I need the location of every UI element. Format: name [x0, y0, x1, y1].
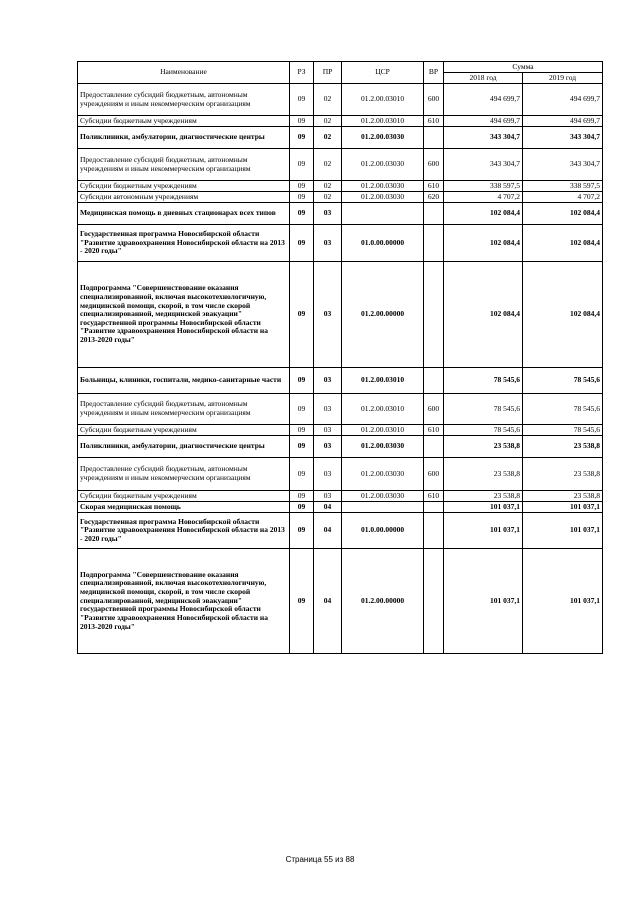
cell-rz: 09 [290, 181, 314, 192]
cell-rz: 09 [290, 549, 314, 654]
cell-csr: 01.2.00.03030 [342, 181, 424, 192]
table-row [78, 436, 603, 458]
cell-vr: 610 [424, 425, 444, 436]
cell-pr: 02 [314, 84, 342, 116]
cell-pr: 04 [314, 502, 342, 513]
cell-pr: 03 [314, 262, 342, 368]
cell-pr: 03 [314, 225, 342, 262]
cell-pr: 03 [314, 436, 342, 458]
cell-name: Подпрограмма "Совершенствование оказания специализированной, включая высокотехнологичную, медицинской помощи, скорой, в том числе скорой специализированной, медицинской эвакуации" государственной программы Новосибирской области "Развитие здравоохранения Новосибирской области на 2013-2020 годы" [78, 549, 290, 654]
cell-sum-2019: 101 037,1 [523, 502, 603, 513]
table-row [78, 491, 603, 502]
budget-table [77, 61, 603, 654]
cell-sum-2018: 101 037,1 [444, 502, 523, 513]
page-number: Страница 55 из 88 [285, 855, 355, 864]
cell-csr: 01.2.00.03030 [342, 458, 424, 491]
cell-sum-2019: 343 304,7 [523, 149, 603, 181]
cell-rz: 09 [290, 368, 314, 394]
cell-sum-2019: 23 538,8 [523, 491, 603, 502]
cell-pr: 02 [314, 127, 342, 149]
cell-sum-2019: 78 545,6 [523, 394, 603, 425]
table-row [78, 368, 603, 394]
cell-csr: 01.2.00.03010 [342, 394, 424, 425]
cell-vr: 600 [424, 458, 444, 491]
cell-pr: 02 [314, 116, 342, 127]
cell-csr: 01.2.00.00000 [342, 262, 424, 368]
cell-csr: 01.0.00.00000 [342, 513, 424, 549]
table-row [78, 262, 603, 368]
table-row [78, 425, 603, 436]
cell-sum-2018: 102 084,4 [444, 225, 523, 262]
cell-csr: 01.2.00.03010 [342, 368, 424, 394]
cell-rz: 09 [290, 491, 314, 502]
cell-pr: 04 [314, 549, 342, 654]
cell-sum-2019: 102 084,4 [523, 203, 603, 225]
cell-pr: 03 [314, 458, 342, 491]
cell-sum-2018: 23 538,8 [444, 436, 523, 458]
cell-rz: 09 [290, 425, 314, 436]
cell-name: Государственная программа Новосибирской области "Развитие здравоохранения Новосибирской области на 2013 - 2020 годы" [78, 225, 290, 262]
cell-pr: 03 [314, 425, 342, 436]
cell-rz: 09 [290, 225, 314, 262]
cell-vr [424, 368, 444, 394]
cell-sum-2018: 102 084,4 [444, 203, 523, 225]
cell-sum-2018: 343 304,7 [444, 127, 523, 149]
cell-rz: 09 [290, 458, 314, 491]
cell-sum-2019: 23 538,8 [523, 436, 603, 458]
cell-sum-2019: 102 084,4 [523, 262, 603, 368]
cell-sum-2019: 78 545,6 [523, 368, 603, 394]
cell-name: Скорая медицинская помощь [78, 502, 290, 513]
table-row [78, 149, 603, 181]
cell-sum-2018: 23 538,8 [444, 458, 523, 491]
cell-pr: 03 [314, 394, 342, 425]
cell-sum-2018: 78 545,6 [444, 394, 523, 425]
cell-pr: 02 [314, 149, 342, 181]
cell-vr: 610 [424, 181, 444, 192]
cell-pr: 02 [314, 181, 342, 192]
cell-sum-2018: 343 304,7 [444, 149, 523, 181]
table-row [78, 513, 603, 549]
cell-csr: 01.2.00.03010 [342, 84, 424, 116]
header-year-2019: 2019 год [523, 73, 603, 84]
cell-csr: 01.2.00.03010 [342, 116, 424, 127]
cell-csr [342, 502, 424, 513]
cell-sum-2018: 23 538,8 [444, 491, 523, 502]
cell-name: Поликлиники, амбулатории, диагностические центры [78, 127, 290, 149]
cell-rz: 09 [290, 502, 314, 513]
header-rz: РЗ [290, 62, 314, 84]
cell-sum-2018: 4 707,2 [444, 192, 523, 203]
cell-vr: 610 [424, 491, 444, 502]
cell-rz: 09 [290, 436, 314, 458]
cell-name: Субсидии автономным учреждениям [78, 192, 290, 203]
header-pr: ПР [314, 62, 342, 84]
cell-sum-2019: 494 699,7 [523, 116, 603, 127]
cell-rz: 09 [290, 116, 314, 127]
cell-sum-2018: 101 037,1 [444, 513, 523, 549]
table-row [78, 502, 603, 513]
table-row [78, 458, 603, 491]
cell-name: Субсидии бюджетным учреждениям [78, 425, 290, 436]
cell-vr: 600 [424, 84, 444, 116]
cell-name: Медицинская помощь в дневных стационарах всех типов [78, 203, 290, 225]
cell-rz: 09 [290, 84, 314, 116]
cell-vr [424, 262, 444, 368]
cell-pr: 03 [314, 368, 342, 394]
cell-sum-2019: 78 545,6 [523, 425, 603, 436]
cell-csr: 01.2.00.03030 [342, 192, 424, 203]
cell-sum-2018: 78 545,6 [444, 368, 523, 394]
cell-name: Поликлиники, амбулатории, диагностические центры [78, 436, 290, 458]
cell-name: Предоставление субсидий бюджетным, автономным учреждениям и иным некоммерческим организациям [78, 394, 290, 425]
cell-vr [424, 203, 444, 225]
cell-name: Предоставление субсидий бюджетным, автономным учреждениям и иным некоммерческим организациям [78, 458, 290, 491]
cell-vr [424, 225, 444, 262]
cell-sum-2018: 338 597,5 [444, 181, 523, 192]
table-row [78, 84, 603, 116]
cell-sum-2019: 102 084,4 [523, 225, 603, 262]
header-year-2018: 2018 год [444, 73, 523, 84]
cell-rz: 09 [290, 513, 314, 549]
cell-sum-2018: 102 084,4 [444, 262, 523, 368]
cell-name: Предоставление субсидий бюджетным, автономным учреждениям и иным некоммерческим организациям [78, 149, 290, 181]
cell-csr: 01.2.00.00000 [342, 549, 424, 654]
cell-vr [424, 436, 444, 458]
table-row [78, 116, 603, 127]
cell-vr: 600 [424, 149, 444, 181]
cell-rz: 09 [290, 394, 314, 425]
header-sum: Сумма [444, 62, 603, 73]
cell-vr [424, 549, 444, 654]
cell-name: Государственная программа Новосибирской области "Развитие здравоохранения Новосибирской области на 2013 - 2020 годы" [78, 513, 290, 549]
cell-csr: 01.2.00.03030 [342, 436, 424, 458]
cell-vr: 620 [424, 192, 444, 203]
cell-name: Предоставление субсидий бюджетным, автономным учреждениям и иным некоммерческим организациям [78, 84, 290, 116]
cell-name: Подпрограмма "Совершенствование оказания специализированной, включая высокотехнологичную, медицинской помощи, скорой, в том числе скорой специализированной, медицинской эвакуации" государственной программы Новосибирской области "Развитие здравоохранения Новосибирской области на 2013-2020 годы" [78, 262, 290, 368]
cell-sum-2018: 494 699,7 [444, 84, 523, 116]
cell-pr: 03 [314, 491, 342, 502]
cell-vr [424, 127, 444, 149]
cell-vr: 610 [424, 116, 444, 127]
cell-vr [424, 502, 444, 513]
cell-sum-2019: 4 707,2 [523, 192, 603, 203]
cell-rz: 09 [290, 192, 314, 203]
cell-vr: 600 [424, 394, 444, 425]
table-row [78, 181, 603, 192]
cell-sum-2019: 343 304,7 [523, 127, 603, 149]
table-row [78, 127, 603, 149]
cell-sum-2019: 494 699,7 [523, 84, 603, 116]
table-body [78, 84, 603, 654]
cell-csr: 01.0.00.00000 [342, 225, 424, 262]
header-name: Наименование [78, 62, 290, 84]
cell-csr: 01.2.00.03030 [342, 127, 424, 149]
cell-pr: 03 [314, 203, 342, 225]
cell-sum-2019: 23 538,8 [523, 458, 603, 491]
header-csr: ЦСР [342, 62, 424, 84]
cell-csr: 01.2.00.03030 [342, 149, 424, 181]
cell-name: Субсидии бюджетным учреждениям [78, 181, 290, 192]
cell-sum-2018: 78 545,6 [444, 425, 523, 436]
table-row [78, 549, 603, 654]
cell-sum-2018: 101 037,1 [444, 549, 523, 654]
cell-name: Больницы, клиники, госпитали, медико-санитарные части [78, 368, 290, 394]
cell-rz: 09 [290, 203, 314, 225]
table-row [78, 394, 603, 425]
header-vr: ВР [424, 62, 444, 84]
cell-vr [424, 513, 444, 549]
cell-csr [342, 203, 424, 225]
cell-rz: 09 [290, 127, 314, 149]
cell-name: Субсидии бюджетным учреждениям [78, 491, 290, 502]
cell-csr: 01.2.00.03030 [342, 491, 424, 502]
cell-pr: 02 [314, 192, 342, 203]
table-row [78, 192, 603, 203]
cell-sum-2019: 338 597,5 [523, 181, 603, 192]
cell-pr: 04 [314, 513, 342, 549]
cell-rz: 09 [290, 149, 314, 181]
cell-csr: 01.2.00.03010 [342, 425, 424, 436]
table-header [78, 62, 603, 84]
cell-sum-2018: 494 699,7 [444, 116, 523, 127]
cell-rz: 09 [290, 262, 314, 368]
table-row [78, 225, 603, 262]
cell-sum-2019: 101 037,1 [523, 549, 603, 654]
cell-name: Субсидии бюджетным учреждениям [78, 116, 290, 127]
cell-sum-2019: 101 037,1 [523, 513, 603, 549]
table-row [78, 203, 603, 225]
